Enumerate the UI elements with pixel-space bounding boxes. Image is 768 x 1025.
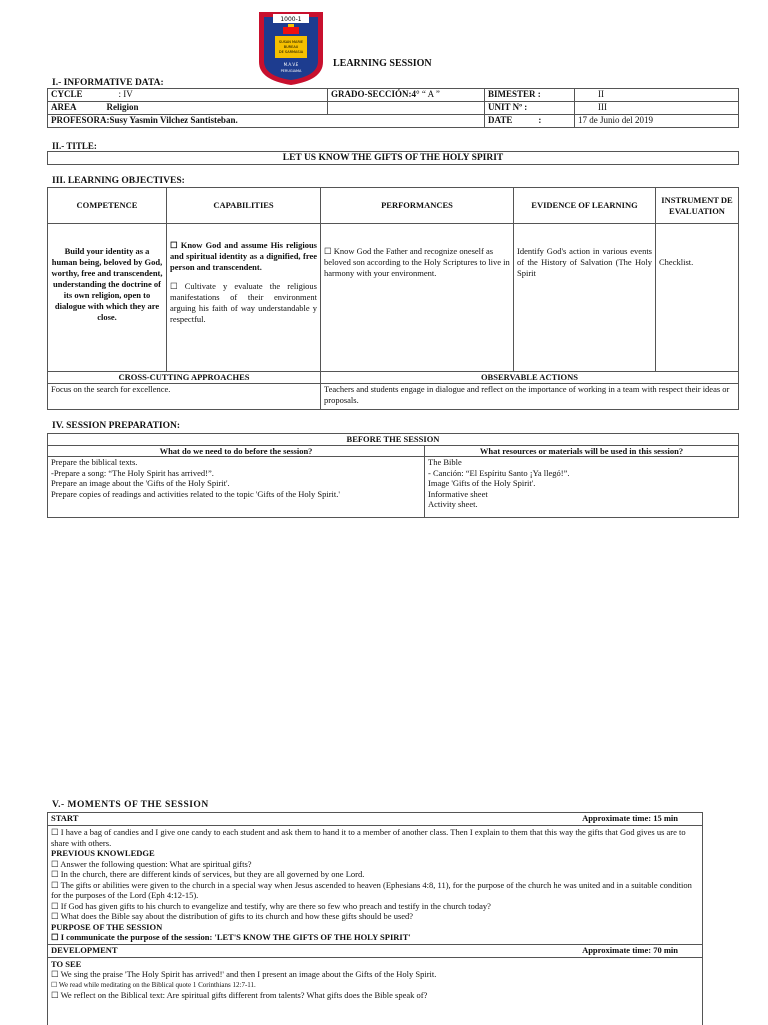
date-label: DATE :: [485, 115, 575, 128]
observable-actions-header: OBSERVABLE ACTIONS: [321, 372, 739, 384]
competence-header: COMPETENCE: [48, 188, 167, 224]
resource-item: Informative sheet: [428, 488, 488, 499]
previous-knowledge-label: PREVIOUS KNOWLEDGE: [51, 848, 155, 858]
svg-text:BUREAU: BUREAU: [283, 45, 299, 49]
to-see-item: ☐ We reflect on the Biblical text: Are spiritual gifts different from talents? What gifts does the Bible speak of?: [51, 990, 428, 1000]
svg-text:M.A.V.E: M.A.V.E: [283, 62, 299, 67]
start-text: ☐ I have a bag of candies and I give one candy to each student and ask them to hand it to a member of another class. Then I explain to them that this way the gifts that God gives us are to share with others.: [51, 827, 686, 848]
cycle-cell: CYCLE : IV: [48, 89, 328, 102]
to-see-item: ☐ We read while meditating on the Biblical quote 1 Corinthians 12:7-11.: [51, 980, 256, 989]
resource-item: Activity sheet.: [428, 499, 478, 509]
prev-item: ☐ The gifts or abilities were given to the church in a special way when Jesus ascended to heaven (Ephesians 4:8, 11), for the purpose of the church he was united and in a suitable condition for the purposes of the Lord (Eph 4:12-15).: [51, 879, 692, 900]
resources-list: [425, 457, 739, 518]
before-item: Prepare the biblical texts.: [51, 457, 138, 467]
moments-box: [47, 812, 703, 1025]
development-time: Approximate time: 70 min: [582, 944, 678, 955]
capabilities-header: CAPABILITIES: [167, 188, 321, 224]
informative-table: [47, 88, 739, 128]
resource-item: - Canción: “El Espíritu Santo ¡Ya llegó!”.: [428, 467, 570, 478]
school-crest-logo: [257, 10, 325, 86]
start-label: START: [51, 813, 79, 823]
bimester-value: II: [575, 89, 739, 102]
bimester-label: BIMESTER :: [485, 89, 575, 102]
svg-text:DE SARMASIA: DE SARMASIA: [278, 50, 304, 54]
instrument-header: INSTRUMENT DE EVALUATION: [656, 188, 739, 224]
start-content: [48, 826, 702, 944]
unit-value: III: [575, 102, 739, 115]
svg-text:SUSAN MARIE: SUSAN MARIE: [278, 40, 304, 44]
before-session-header: BEFORE THE SESSION: [48, 434, 739, 446]
capability-2: ☐ Cultivate y evaluate the religious manifestations of their environment arguing his faith of way understandable y respectful.: [170, 281, 317, 324]
prev-item: ☐ Answer the following question: What are spiritual gifts?: [51, 858, 252, 869]
observable-actions-text: Teachers and students engage in dialogue and reflect on the importance of working in a team with respect their ideas or proposals.: [321, 384, 739, 410]
evidence-text: Identify God's action in various events of the History of Salvation (The Holy Spirit: [514, 224, 656, 372]
before-list: [48, 457, 425, 518]
date-value: 17 de Junio del 2019: [575, 115, 739, 128]
capabilities-cell: [167, 224, 321, 372]
start-row: [48, 813, 702, 826]
performances-header: PERFORMANCES: [321, 188, 514, 224]
session-title: LEARNING SESSION: [333, 58, 432, 69]
before-item: -Prepare a song: “The Holy Spirit has arrived!”.: [51, 467, 214, 478]
instrument-text: Checklist.: [656, 224, 739, 372]
moments-heading: V.- MOMENTS OF THE SESSION: [52, 800, 209, 810]
preparation-heading: IV. SESSION PREPARATION:: [52, 421, 181, 431]
resource-item: The Bible: [428, 457, 462, 467]
capability-1: ☐ Know God and assume His religious and spiritual identity as a dignified, free person and transcendent.: [170, 240, 317, 272]
grade-cell: GRADO-SECCIÓN:4° “ A ”: [328, 89, 485, 102]
competence-text: Build your identity as a human being, beloved by God, worthy, free and transcendent, understanding the doctrine of its own religion, open to dialogue with which they are close.: [48, 224, 167, 372]
cross-cutting-text: Focus on the search for excellence.: [48, 384, 321, 410]
before-col-header: What do we need to do before the session?: [48, 445, 425, 457]
lesson-title: LET US KNOW THE GIFTS OF THE HOLY SPIRIT: [47, 151, 739, 165]
area-empty: [328, 102, 485, 115]
purpose-label: PURPOSE OF THE SESSION: [51, 921, 163, 932]
development-label: DEVELOPMENT: [51, 944, 118, 955]
start-time: Approximate time: 15 min: [582, 813, 678, 823]
unit-label: UNIT Nº :: [485, 102, 575, 115]
purpose-line: ☐ I communicate the purpose of the session: 'LET'S KNOW THE GIFTS OF THE HOLY SPIRIT': [51, 932, 411, 942]
teacher-cell: PROFESORA:Susy Yasmin Vilchez Santisteban.: [48, 115, 485, 128]
resources-col-header: What resources or materials will be used in this session?: [425, 445, 739, 457]
prev-item: ☐ What does the Bible say about the distribution of gifts to its church and how these gifts should be used?: [51, 911, 414, 921]
prev-item: ☐ If God has given gifts to his church to evangelize and testify, why are there so few who preach and testify in the church today?: [51, 900, 491, 911]
development-content: [48, 958, 702, 1002]
prev-item: ☐ In the church, there are different kinds of services, but they are all governed by one Lord.: [51, 869, 365, 879]
resource-item: Image 'Gifts of the Holy Spirit'.: [428, 478, 536, 488]
before-item: Prepare copies of readings and activities related to the topic 'Gifts of the Holy Spirit.': [51, 488, 340, 499]
area-cell: AREA Religion: [48, 102, 328, 115]
svg-text:1000-1: 1000-1: [280, 16, 302, 23]
to-see-item: ☐ We sing the praise 'The Holy Spirit has arrived!' and then I present an image about the Gifts of the Holy Spirit.: [51, 969, 437, 979]
title-heading: II.- TITLE:: [52, 141, 97, 151]
development-row: [48, 944, 702, 958]
cross-cutting-header: CROSS-CUTTING APPROACHES: [48, 372, 321, 384]
preparation-table: [47, 433, 739, 518]
objectives-table: [47, 187, 739, 410]
before-item: Prepare an image about the 'Gifts of the Holy Spirit'.: [51, 478, 230, 488]
objectives-heading: III. LEARNING OBJECTIVES:: [52, 176, 185, 186]
to-see-label: TO SEE: [51, 958, 82, 969]
svg-text:PERUGIAMA: PERUGIAMA: [280, 69, 302, 73]
performance-text: ☐ Know God the Father and recognize oneself as beloved son according to the Holy Scriptures to live in harmony with your environment.: [321, 224, 514, 372]
evidence-header: EVIDENCE OF LEARNING: [514, 188, 656, 224]
informative-heading: I.- INFORMATIVE DATA:: [52, 78, 164, 88]
